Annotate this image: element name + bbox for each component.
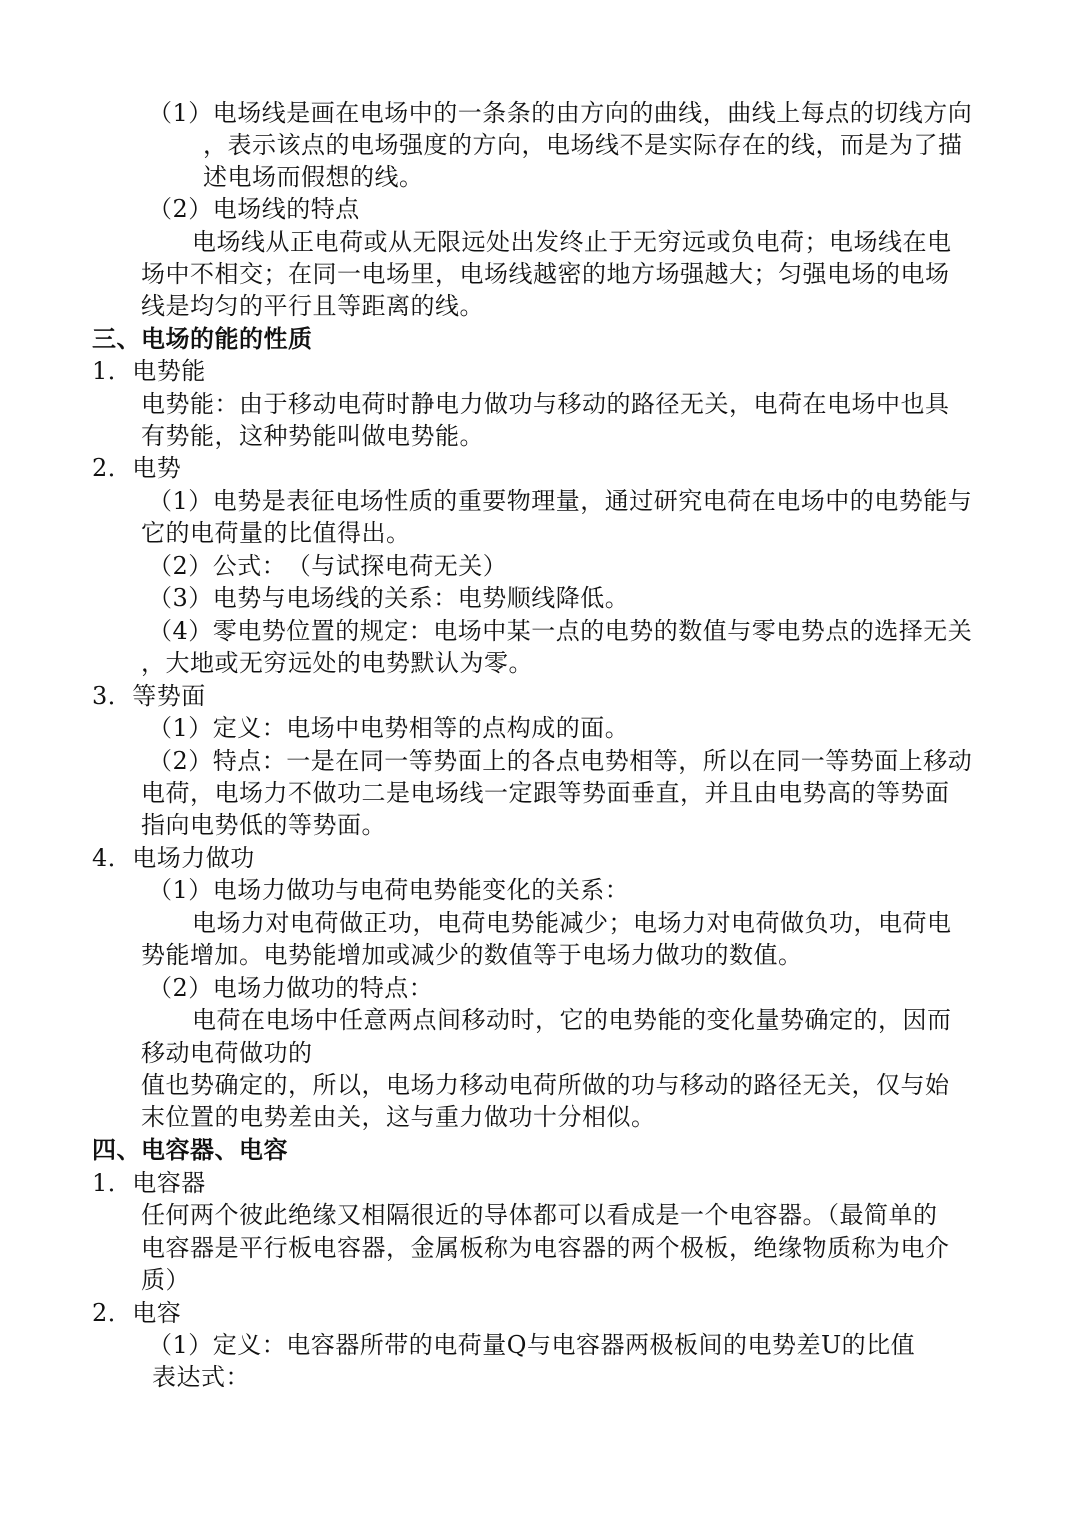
text-line: 任何两个彼此绝缘又相隔很近的导体都可以看成是一个电容器。（最简单的 xyxy=(141,1201,938,1229)
text-line: 述电场而假想的线。 xyxy=(203,163,424,191)
text-line: （2）公式： （与试探电荷无关） xyxy=(148,552,508,580)
text-line: 值也势确定的，所以，电场力移动电荷所做的功与移动的路径无关，仅与始 xyxy=(141,1071,950,1099)
subsection-title: 1．电容器 xyxy=(92,1169,206,1197)
text-line: ，大地或无穷远处的电势默认为零。 xyxy=(141,649,533,677)
subsection-title: 3．等势面 xyxy=(92,682,206,710)
subsection-title: 2．电势 xyxy=(92,454,182,482)
text-line: （1）定义：电场中电势相等的点构成的面。 xyxy=(148,714,630,742)
text-line: （2）电场线的特点 xyxy=(148,195,360,223)
text-line: 表达式： xyxy=(152,1363,250,1391)
text-line: 有势能，这种势能叫做电势能。 xyxy=(141,422,484,450)
text-line: 电场线从正电荷或从无限远处出发终止于无穷远或负电荷；电场线在电 xyxy=(192,228,952,256)
text-line: （3）电势与电场线的关系：电势顺线降低。 xyxy=(148,584,630,612)
text-line: 场中不相交；在同一电场里，电场线越密的地方场强越大；匀强电场的电场 xyxy=(141,260,950,288)
text-line: （2）特点：一是在同一等势面上的各点电势相等，所以在同一等势面上移动 xyxy=(148,747,973,775)
text-line: 势能增加。电势能增加或减少的数值等于电场力做功的数值。 xyxy=(141,941,803,969)
section-heading: 三、电场的能的性质 xyxy=(92,325,313,353)
text-line: （1）电场线是画在电场中的一条条的由方向的曲线，曲线上每点的切线方向 xyxy=(148,99,973,127)
text-line: 末位置的电势差由关，这与重力做功十分相似。 xyxy=(141,1103,656,1131)
text-line: 质） xyxy=(141,1266,190,1294)
text-line: （1）定义：电容器所带的电荷量Q与电容器两极板间的电势差U的比值 xyxy=(148,1331,916,1359)
text-line: 电容器是平行板电容器，金属板称为电容器的两个极板，绝缘物质称为电介 xyxy=(141,1234,950,1262)
text-line: （1）电势是表征电场性质的重要物理量，通过研究电荷在电场中的电势能与 xyxy=(148,487,973,515)
text-line: （2）电场力做功的特点： xyxy=(148,974,434,1002)
subsection-title: 2．电容 xyxy=(92,1299,182,1327)
text-line: （1）电场力做功与电荷电势能变化的关系： xyxy=(148,876,630,904)
text-line: ，表示该点的电场强度的方向，电场线不是实际存在的线，而是为了描 xyxy=(203,131,963,159)
text-line: 它的电荷量的比值得出。 xyxy=(141,519,411,547)
text-line: 移动电荷做功的 xyxy=(141,1039,313,1067)
subsection-title: 1．电势能 xyxy=(92,357,206,385)
text-line: 电荷，电场力不做功二是电场线一定跟等势面垂直，并且由电势高的等势面 xyxy=(141,779,950,807)
text-line: （4）零电势位置的规定：电场中某一点的电势的数值与零电势点的选择无关 xyxy=(148,617,973,645)
text-line: 电荷在电场中任意两点间移动时，它的电势能的变化量势确定的，因而 xyxy=(192,1006,952,1034)
section-heading: 四、电容器、电容 xyxy=(92,1136,288,1164)
text-line: 线是均匀的平行且等距离的线。 xyxy=(141,292,484,320)
text-line: 电势能：由于移动电荷时静电力做功与移动的路径无关，电荷在电场中也具 xyxy=(141,390,950,418)
text-line: 电场力对电荷做正功，电荷电势能减少；电场力对电荷做负功，电荷电 xyxy=(192,909,952,937)
text-line: 指向电势低的等势面。 xyxy=(141,811,386,839)
subsection-title: 4．电场力做功 xyxy=(92,844,255,872)
